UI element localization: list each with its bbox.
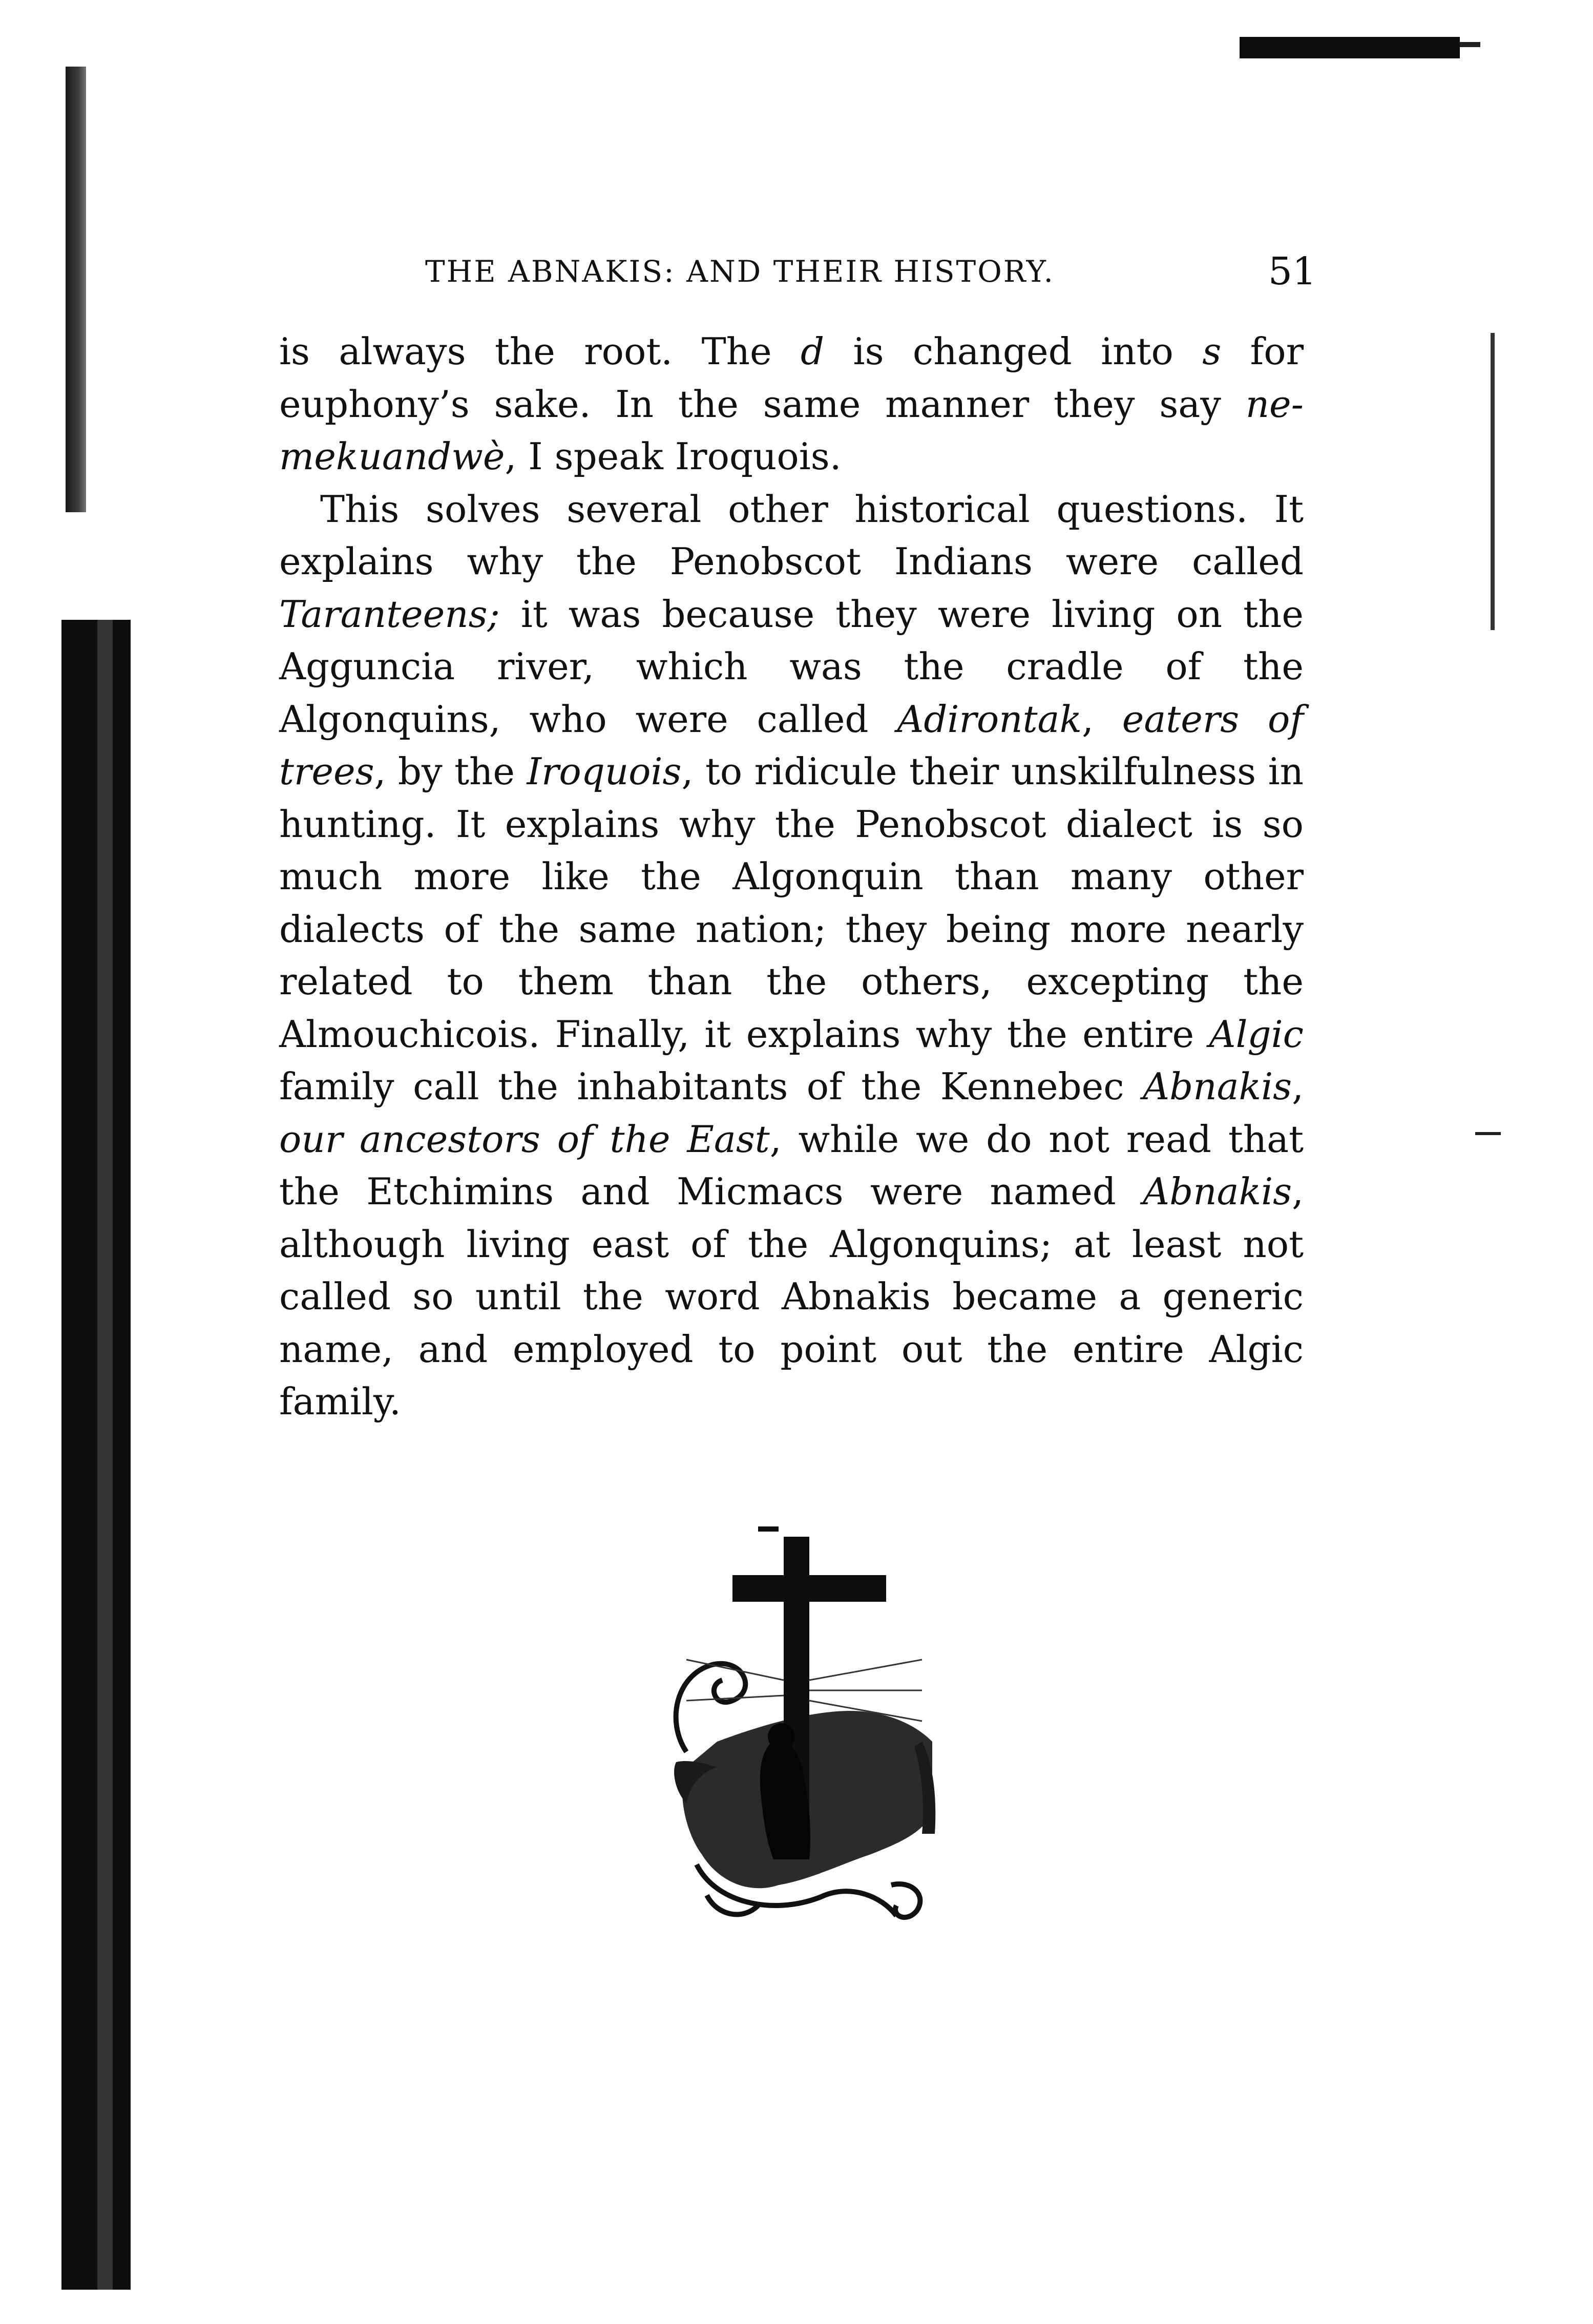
text-run: , xyxy=(1082,697,1122,741)
scan-edge-left-lower-shade xyxy=(97,620,113,2290)
running-header xyxy=(425,241,1316,302)
italic-run: eaters of trees xyxy=(279,697,1304,793)
text-run: , while we do not read that the Etchimins and Micmacs were named xyxy=(279,1117,1304,1213)
italic-run: Taranteens; xyxy=(279,592,500,636)
text-run: , by the xyxy=(374,750,527,793)
text-run: it was because they were living on the Agguncia river, which was the cradle of the Algonquins, who were called xyxy=(279,592,1304,741)
cross-vignette-icon xyxy=(656,1526,942,1926)
text-run: , xyxy=(1292,1065,1304,1108)
italic-run: d xyxy=(801,330,825,373)
italic-run: Iroquois xyxy=(527,750,682,793)
scan-edge-left-upper xyxy=(66,67,86,512)
italic-run: Algic xyxy=(1209,1012,1304,1056)
body-text xyxy=(279,325,1304,1428)
text-run: is always the root. The xyxy=(279,330,801,373)
italic-run: Abnakis xyxy=(1143,1170,1292,1213)
scan-bar-top xyxy=(1240,37,1460,58)
running-head-title: THE ABNAKIS: AND THEIR HISTORY. xyxy=(425,254,1055,289)
page-number: 51 xyxy=(1268,249,1316,294)
italic-run: ne-mekuandwè xyxy=(279,382,1304,478)
italic-run: Abnakis xyxy=(1143,1065,1292,1108)
scan-edge-right xyxy=(1491,333,1495,630)
text-run: is changed into xyxy=(824,330,1203,373)
paragraph-1 xyxy=(279,325,1304,483)
scan-bar-top-tail xyxy=(1460,42,1480,47)
scan-edge-left-lower xyxy=(61,620,131,2290)
text-run: , although living east of the Algonquins; at least not called so until the word Abnakis became a generic name, and employed to point out the entire Algic family. xyxy=(279,1170,1304,1423)
italic-run: Adirontak xyxy=(897,697,1082,741)
italic-run: s xyxy=(1202,330,1222,373)
vignette-stars xyxy=(758,1526,779,1532)
paragraph-2 xyxy=(279,483,1304,1428)
scan-dash xyxy=(1475,1132,1501,1135)
text-run: family call the inhabitants of the Kennebec xyxy=(279,1065,1143,1108)
text-run: This solves several other historical questions. It explains why the Penobscot Indians were called xyxy=(279,487,1304,583)
text-run: , to ridicule their unskilfulness in hunting. It explains why the Penobscot dialect is so much more like the Algonquin than many other dialects of the same nation; they being more nearly related to them than the others, excepting the Almouchicois. Finally, it explains why the entire xyxy=(279,750,1304,1056)
text-run: , I speak Iroquois. xyxy=(505,435,842,478)
text-run: for euphony’s sake. In the same manner they say xyxy=(279,330,1304,426)
italic-run: our ancestors of the East xyxy=(279,1117,770,1161)
